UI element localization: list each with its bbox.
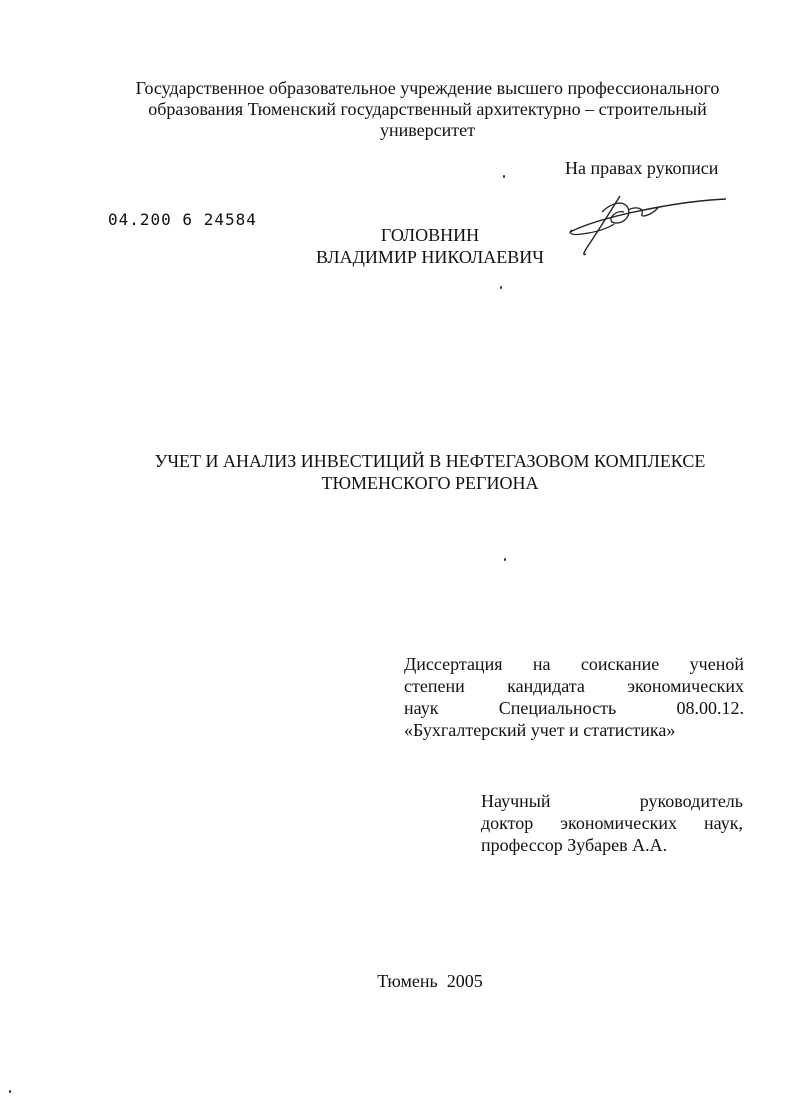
description-line-4: «Бухгалтерский учет и статистика» [404, 720, 676, 740]
scan-speck [9, 1090, 11, 1093]
supervisor-line-1: Научный руководитель [481, 791, 743, 811]
scan-speck [504, 558, 506, 561]
supervisor-line-2: доктор экономических наук, [481, 813, 743, 833]
institution-header [100, 78, 755, 141]
description-line-1: Диссертация на соискание ученой [404, 654, 744, 674]
library-stamp-number: 04.200 6 24584 [108, 210, 257, 229]
scan-speck [500, 286, 502, 289]
author-given-names: ВЛАДИМИР НИКОЛАЕВИЧ [316, 247, 544, 267]
institution-line-1: Государственное образовательное учреждение высшего профессионального [135, 78, 720, 98]
title-line-1: УЧЕТ И АНАЛИЗ ИНВЕСТИЦИЙ В НЕФТЕГАЗОВОМ КОМПЛЕКСЕ [154, 451, 706, 471]
supervisor-block [481, 790, 743, 856]
scan-speck [503, 175, 505, 178]
dissertation-title [105, 450, 755, 494]
signature-icon [562, 188, 730, 260]
manuscript-rights-note: На правах рукописи [565, 158, 719, 178]
city-year: Тюмень 2005 [377, 971, 483, 991]
institution-line-2: образования Тюменский государственный архитектурно – строительный [148, 99, 707, 119]
title-line-2: ТЮМЕНСКОГО РЕГИОНА [321, 473, 539, 493]
description-line-3: наук Специальность 08.00.12. [404, 698, 744, 718]
supervisor-line-3: профессор Зубарев А.А. [481, 835, 668, 855]
description-line-2: степени кандидата экономических [404, 676, 744, 696]
institution-line-3: университет [380, 120, 475, 140]
author-surname: ГОЛОВНИН [380, 225, 480, 245]
author-block [300, 224, 560, 268]
dissertation-description [404, 653, 744, 741]
